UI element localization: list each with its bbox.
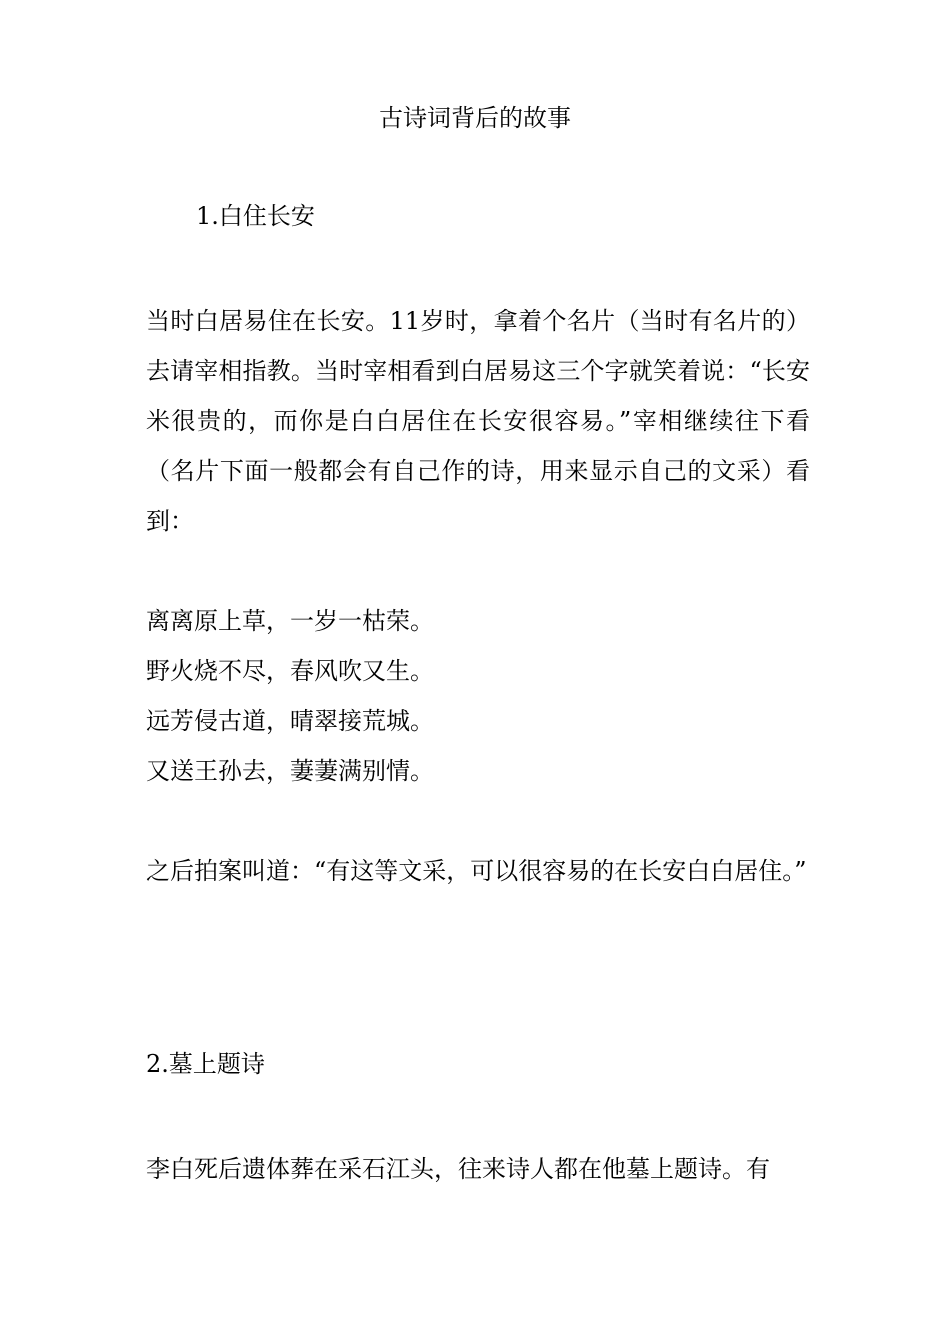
section-2-paragraph-1: 李白死后遗体葬在采石江头，往来诗人都在他墓上题诗。有: [146, 1155, 770, 1183]
poem-line: 又送王孙去，萋萋满别情。: [146, 757, 434, 785]
section-heading-1: 1.白住长安: [196, 202, 315, 230]
poem-line: 离离原上草，一岁一枯荣。: [146, 607, 434, 635]
document-title: 古诗词背后的故事: [379, 104, 571, 132]
section-1-paragraph-1: 当时白居易住在长安。11岁时，拿着个名片（当时有名片的）去请宰相指教。当时宰相看到白居易这三个字就笑着说：“长安米很贵的，而你是白白居住在长安很容易。”宰相继续往下看（名片下面一般都会有自己作的诗，用来显示自己的文采）看到：: [146, 307, 810, 535]
poem-line: 远芳侵古道，晴翠接荒城。: [146, 707, 434, 735]
poem-block: [146, 596, 434, 796]
section-1-paragraph-2: 之后拍案叫道：“有这等文采，可以很容易的在长安白白居住。”: [146, 857, 807, 885]
poem-line: 野火烧不尽，春风吹又生。: [146, 657, 434, 685]
section-heading-2: 2.墓上题诗: [146, 1050, 265, 1078]
